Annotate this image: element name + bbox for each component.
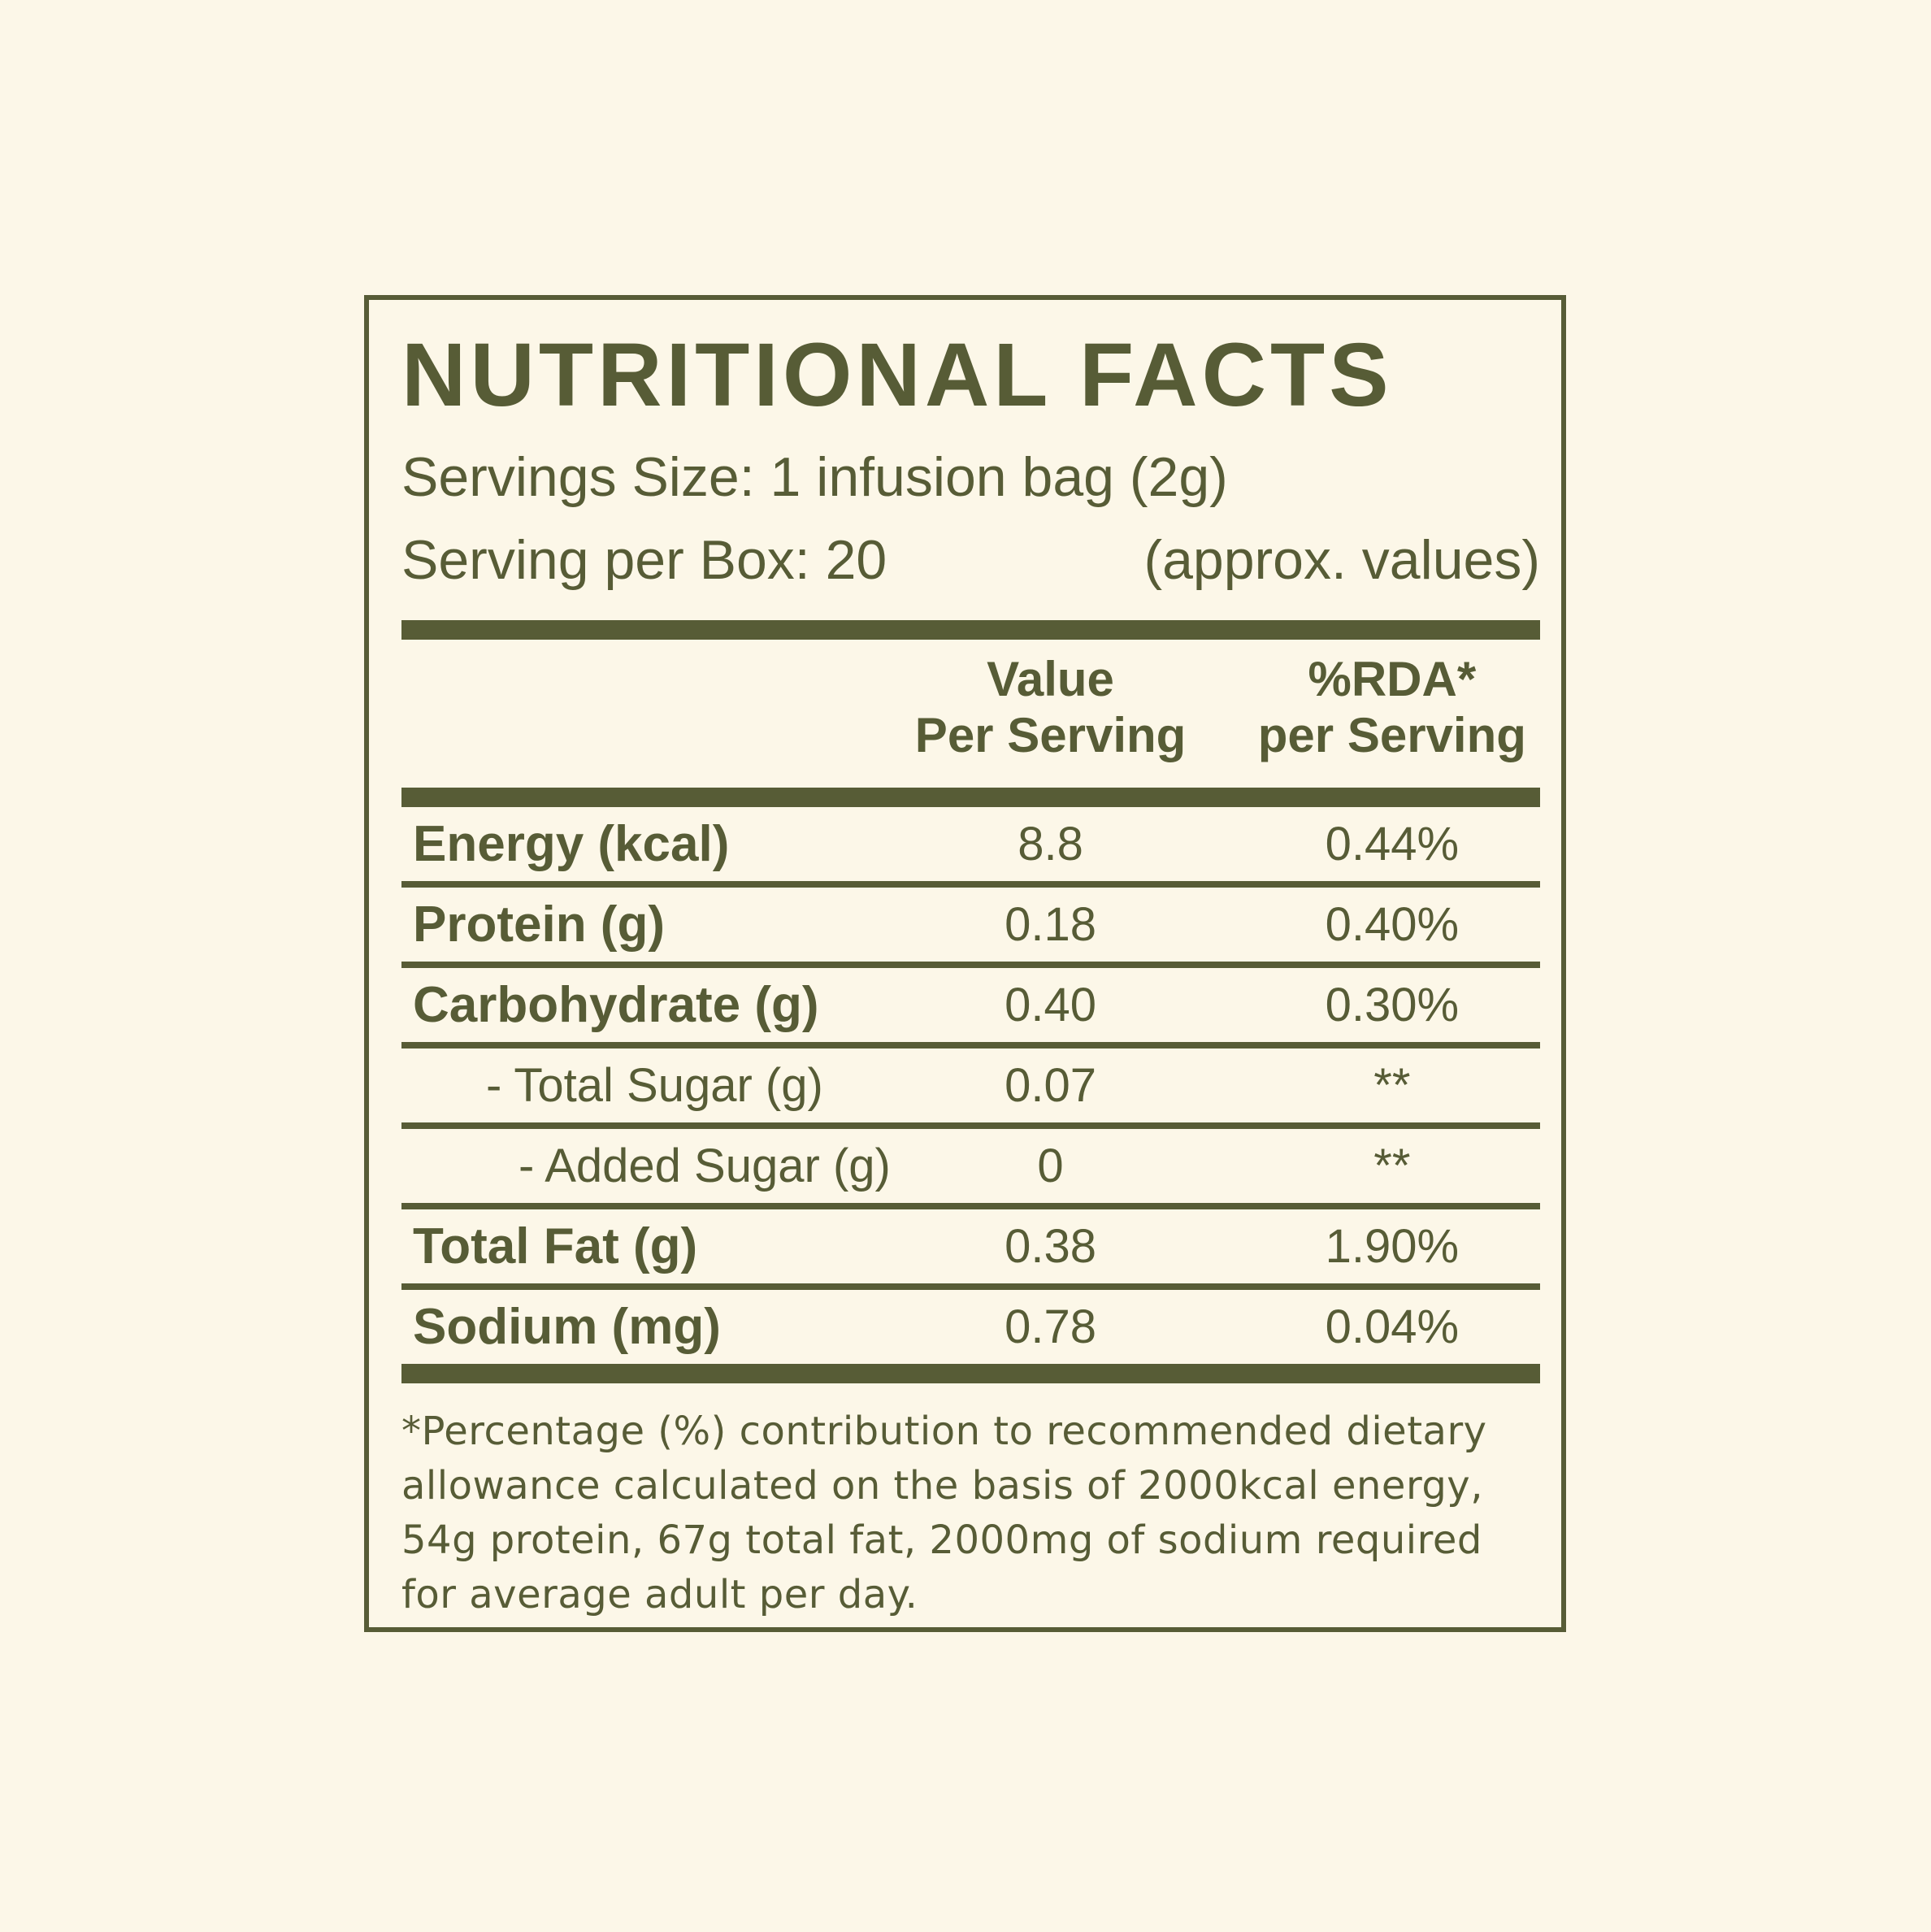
nutrition-facts-title: NUTRITIONAL FACTS: [401, 325, 1393, 425]
nutrition-label-panel: [364, 295, 1566, 1632]
serving-per-box-row: [401, 529, 1540, 591]
nutrient-rda: **: [1373, 1059, 1411, 1112]
nutrient-name: Carbohydrate (g): [413, 977, 819, 1033]
value-column-title-line1: Value: [987, 652, 1114, 706]
separator-bar-bottom: [401, 1364, 1540, 1383]
table-row-added-sugar: [401, 1129, 1540, 1203]
nutrient-rda: 0.44%: [1325, 818, 1460, 870]
separator-bar-header: [401, 788, 1540, 807]
nutrient-rda: 0.40%: [1325, 898, 1460, 951]
nutrient-value: 0.38: [1005, 1220, 1096, 1273]
nutrient-value: 0.07: [1005, 1059, 1096, 1112]
nutrient-value: 0.18: [1005, 898, 1096, 951]
nutrient-name: Energy (kcal): [413, 816, 730, 872]
nutrient-name: Total Fat (g): [413, 1218, 698, 1274]
nutrient-rda: 0.30%: [1325, 979, 1460, 1031]
nutrient-name: - Total Sugar (g): [486, 1059, 823, 1112]
servings-size-line: Servings Size: 1 infusion bag (2g): [401, 446, 1228, 508]
nutrient-name: - Added Sugar (g): [519, 1140, 891, 1192]
nutrient-value: 0.40: [1005, 979, 1096, 1031]
row-divider: [401, 1203, 1540, 1209]
table-row-sodium: [401, 1290, 1540, 1364]
column-header-spacer: [401, 651, 857, 763]
serving-per-box-line: Serving per Box: 20: [401, 529, 887, 591]
table-column-header: [401, 651, 1540, 763]
nutrient-value: 8.8: [1018, 818, 1083, 870]
row-divider: [401, 962, 1540, 968]
nutrient-value: 0: [1037, 1140, 1064, 1192]
value-column-title-line2: Per Serving: [914, 708, 1187, 762]
table-row-total-fat: [401, 1209, 1540, 1283]
rda-column-title-line2: per Serving: [1257, 708, 1526, 762]
rda-footnote: *Percentage (%) contribution to recommended dietary allowance calculated on the basis of 2000kcal energy, 54g protein, 67g total fat, 2000mg of sodium required for average adult per day.: [401, 1409, 1487, 1617]
nutrient-value: 0.78: [1005, 1300, 1096, 1353]
table-row-energy: [401, 807, 1540, 881]
row-divider: [401, 1042, 1540, 1048]
table-row-carbohydrate: [401, 968, 1540, 1042]
row-divider: [401, 1283, 1540, 1290]
column-header-rda: [1244, 651, 1540, 763]
nutrient-rda: 0.04%: [1325, 1300, 1460, 1353]
table-row-total-sugar: [401, 1048, 1540, 1122]
row-divider: [401, 881, 1540, 888]
separator-bar-top: [401, 620, 1540, 640]
nutrient-name: Sodium (mg): [413, 1299, 721, 1355]
nutrient-rda: **: [1373, 1140, 1411, 1192]
approx-values-note: (approx. values): [1143, 529, 1540, 591]
column-header-value: [857, 651, 1243, 763]
nutrient-name: Protein (g): [413, 897, 665, 953]
nutrient-rda: 1.90%: [1325, 1220, 1460, 1273]
rda-column-title-line1: %RDA*: [1308, 652, 1477, 706]
row-divider: [401, 1122, 1540, 1129]
table-row-protein: [401, 888, 1540, 962]
